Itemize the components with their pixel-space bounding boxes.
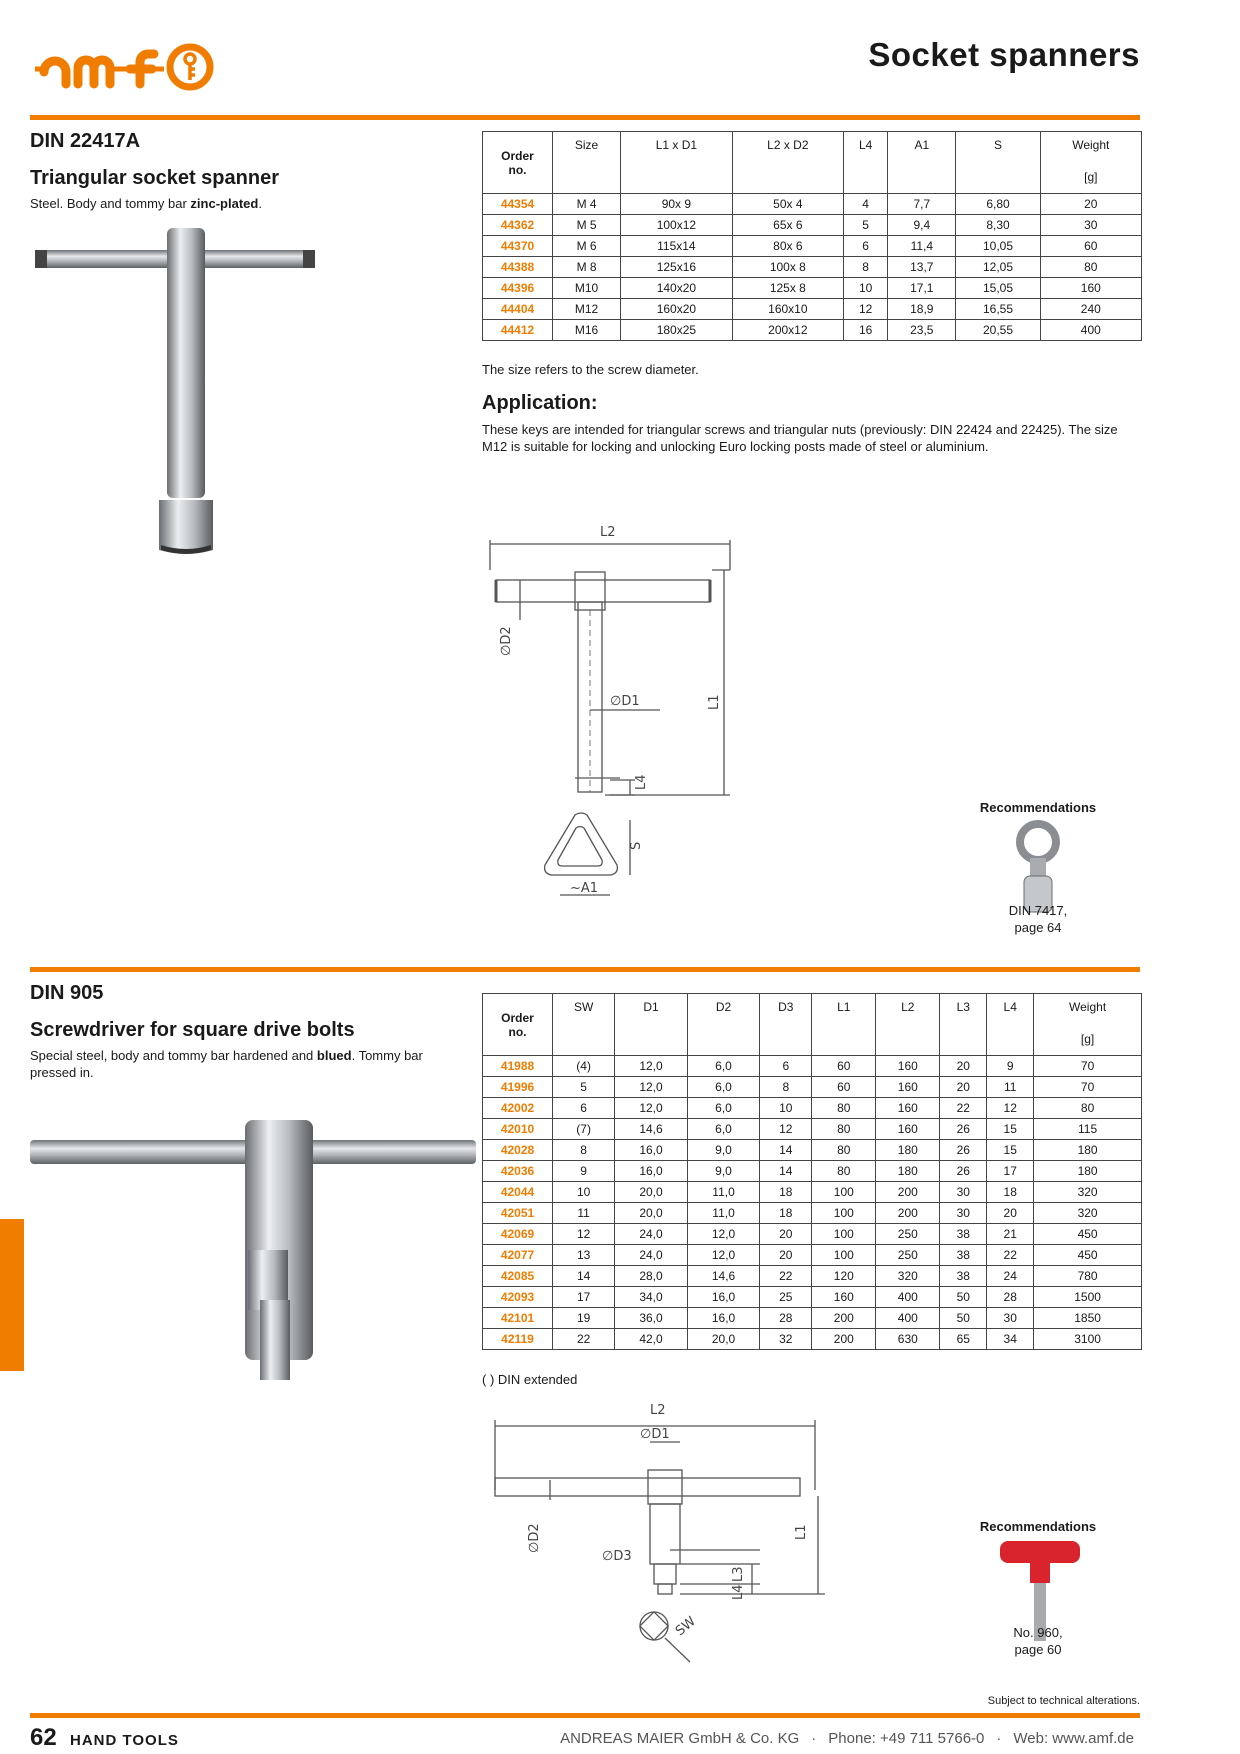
table-row [483,194,1142,215]
dim-label-l1: L1 [707,694,722,710]
table-cell: 1500 [1034,1287,1142,1308]
table-cell: 9,4 [888,215,956,236]
table-cell: 9 [553,1161,615,1182]
table-cell: 14 [760,1161,812,1182]
section2-description: Special steel, body and tommy bar hardened and blued. Tommy bar pressed in. [30,1048,423,1080]
table-cell: 450 [1034,1245,1142,1266]
table-cell: 60 [812,1056,876,1077]
page-title: Socket spanners [868,36,1140,73]
table-cell: 18 [760,1203,812,1224]
table-row [483,1077,1142,1098]
dim-label-d2: ∅D2 [499,626,514,656]
table-header-row [483,132,1142,194]
page-number: 62 [30,1724,57,1751]
dim-label-l4: L4 [634,774,649,790]
dim-label-s: S [629,841,644,850]
table-cell: 90x 9 [621,194,732,215]
table-cell: M 6 [553,236,621,257]
table-cell: M 8 [553,257,621,278]
table-cell: 80 [1034,1098,1142,1119]
table-row [483,320,1142,341]
table-cell: 450 [1034,1224,1142,1245]
table-cell: 80 [812,1161,876,1182]
table-cell: (4) [553,1056,615,1077]
table-cell: 12,0 [687,1245,760,1266]
triangular-spanner-drawing [480,520,760,950]
table-cell: 180 [876,1140,940,1161]
table-cell: 10 [844,278,888,299]
dim-label-sw: SW [672,1614,699,1640]
table-row [483,1140,1142,1161]
table-cell: 26 [940,1140,987,1161]
recommendations-heading-2: Recommendations [979,1519,1097,1534]
table-cell: 65 [940,1329,987,1350]
dim-label-l1: L1 [794,1524,809,1540]
table-cell: 30 [1040,215,1141,236]
dim-label-l2: L2 [650,1403,666,1418]
table-cell: 8 [553,1140,615,1161]
table-cell: 200 [876,1182,940,1203]
table-row [483,278,1142,299]
table-cell: 65x 6 [732,215,843,236]
column-header-l3: L3 [940,994,987,1056]
table-cell: 10,05 [956,236,1040,257]
table-cell: 100x12 [621,215,732,236]
column-header-l2xd2: L2 x D2 [732,132,843,194]
table-cell: 20 [940,1056,987,1077]
table-cell: 400 [876,1308,940,1329]
table-cell: 180 [1034,1140,1142,1161]
recommendations-heading-1: Recommendations [979,800,1097,815]
amf-logo [30,42,220,92]
order-number-link[interactable]: 44412 [483,320,553,341]
column-header-size: Size [553,132,621,194]
order-number-link[interactable]: 44388 [483,257,553,278]
top-rule [30,115,1140,120]
column-header-a1: A1 [888,132,956,194]
table-cell: 30 [987,1308,1034,1329]
table-cell: 70 [1034,1056,1142,1077]
table-cell: 125x 8 [732,278,843,299]
column-header-s: S [956,132,1040,194]
table-cell: 100 [812,1182,876,1203]
table-cell: 30 [940,1203,987,1224]
table-row [483,1161,1142,1182]
table-cell: 36,0 [615,1308,688,1329]
table-cell: 20,0 [615,1203,688,1224]
order-number-link[interactable]: 42044 [483,1182,553,1203]
triangular-spanner-photo [35,220,315,550]
table-cell: 8,30 [956,215,1040,236]
table-cell: 12,0 [615,1056,688,1077]
table-cell: 50 [940,1287,987,1308]
table-cell: 240 [1040,299,1141,320]
column-header-d2: D2 [687,994,760,1056]
table-cell: 11,4 [888,236,956,257]
table-cell: 115 [1034,1119,1142,1140]
table-cell: 160 [876,1056,940,1077]
table-cell: 9 [987,1056,1034,1077]
table-cell: 13,7 [888,257,956,278]
table-cell: 60 [812,1077,876,1098]
column-header-d1: D1 [615,994,688,1056]
table-row [483,1056,1142,1077]
column-header-l1: L1 [812,994,876,1056]
table-cell: 21 [987,1224,1034,1245]
table-cell: 22 [760,1266,812,1287]
table-cell: 160 [812,1287,876,1308]
table-cell: 80 [812,1140,876,1161]
table-cell: 14,6 [615,1119,688,1140]
table-cell: 80 [1040,257,1141,278]
column-header-l4: L4 [987,994,1034,1056]
table-cell: 11,0 [687,1182,760,1203]
table-row [483,1098,1142,1119]
dim-label-l2: L2 [600,525,616,540]
bottom-rule [30,1713,1140,1718]
recommendation-caption-1: DIN 7417, page 64 [1008,903,1068,935]
table-cell: 630 [876,1329,940,1350]
table-header-row [483,994,1142,1056]
dim-label-d1: ∅D1 [610,694,640,709]
table-cell: 18 [987,1182,1034,1203]
table-cell: 250 [876,1245,940,1266]
table-cell: 160 [1040,278,1141,299]
table-cell: 100x 8 [732,257,843,278]
column-header-order: Order no. [483,132,553,194]
table-cell: 38 [940,1266,987,1287]
table-row [483,1182,1142,1203]
table-cell: 80x 6 [732,236,843,257]
order-number-link[interactable]: 42028 [483,1140,553,1161]
table-row [483,257,1142,278]
table-cell: 24 [987,1266,1034,1287]
order-number-link[interactable]: 44362 [483,215,553,236]
table-cell: 11,0 [687,1203,760,1224]
table-cell: 6 [844,236,888,257]
table-cell: 12,0 [615,1098,688,1119]
table-cell: 160x10 [732,299,843,320]
table-row [483,1329,1142,1350]
table-cell: 80 [812,1098,876,1119]
order-number-link[interactable]: 42002 [483,1098,553,1119]
table-cell: 24,0 [615,1224,688,1245]
table-cell: 16,55 [956,299,1040,320]
table-cell: 14 [760,1140,812,1161]
table-cell: 28 [987,1287,1034,1308]
table-cell: 12 [987,1098,1034,1119]
table-cell: 20 [1040,194,1141,215]
table-row [483,299,1142,320]
table-cell: (7) [553,1119,615,1140]
table-cell: 12 [553,1224,615,1245]
order-number-link[interactable]: 41988 [483,1056,553,1077]
table-row [483,1224,1142,1245]
table-cell: 30 [940,1182,987,1203]
table-cell: 12 [844,299,888,320]
table-cell: 32 [760,1329,812,1350]
application-heading: Application: [482,392,598,414]
table-cell: 20,0 [687,1329,760,1350]
table-cell: 16,0 [615,1161,688,1182]
chapter-tab [0,1219,24,1371]
table-cell: M10 [553,278,621,299]
table-cell: 18 [760,1182,812,1203]
application-text: These keys are intended for triangular screws and triangular nuts (previously: DIN 22424 and 22425). The size M12 is suitable for locking and unlocking Euro locking posts made of steel or aluminium. [482,422,1118,454]
table-cell: 20 [940,1077,987,1098]
table-cell: 18,9 [888,299,956,320]
table-cell: 15 [987,1140,1034,1161]
table-cell: 10 [760,1098,812,1119]
table-cell: 70 [1034,1077,1142,1098]
table-cell: 11 [553,1203,615,1224]
table-cell: 6 [760,1056,812,1077]
table-cell: 12,05 [956,257,1040,278]
table-cell: 22 [987,1245,1034,1266]
table-cell: 5 [844,215,888,236]
table-cell: 180x25 [621,320,732,341]
table-cell: 3100 [1034,1329,1142,1350]
column-header-weight: Weight [g] [1034,994,1142,1056]
table-din905 [482,993,1142,1350]
table-cell: 160x20 [621,299,732,320]
disclaimer: Subject to technical alterations. [987,1695,1140,1707]
section-name: HAND TOOLS [70,1732,179,1749]
table-cell: M 5 [553,215,621,236]
table-cell: 20 [987,1203,1034,1224]
table-cell: 400 [876,1287,940,1308]
order-number-link[interactable]: 42085 [483,1266,553,1287]
table-cell: 17,1 [888,278,956,299]
dim-label-a1: ~A1 [570,881,599,896]
table-cell: 28,0 [615,1266,688,1287]
table-cell: 100 [812,1224,876,1245]
section1-description: Steel. Body and tommy bar zinc-plated. [30,196,262,211]
table-cell: 20,0 [615,1182,688,1203]
table-row [483,1203,1142,1224]
column-header-l4: L4 [844,132,888,194]
section2-title: Screwdriver for square drive bolts [30,1019,355,1041]
square-drive-screwdriver-photo [30,1100,476,1390]
order-number-link[interactable]: 41996 [483,1077,553,1098]
table-cell: 12,0 [615,1077,688,1098]
table-cell: 6,80 [956,194,1040,215]
column-header-sw: SW [553,994,615,1056]
table-cell: 4 [844,194,888,215]
table-cell: 160 [876,1098,940,1119]
table-cell: 20 [760,1245,812,1266]
table-cell: 16,0 [687,1287,760,1308]
table-cell: 200 [876,1203,940,1224]
order-number-link[interactable]: 42036 [483,1161,553,1182]
table-cell: 400 [1040,320,1141,341]
table-row [483,1119,1142,1140]
table-cell: 780 [1034,1266,1142,1287]
table-cell: 320 [876,1266,940,1287]
dim-label-l3: L3 [731,1566,746,1582]
table-cell: 5 [553,1077,615,1098]
table-cell: 8 [844,257,888,278]
table-row [483,1245,1142,1266]
table-cell: 200 [812,1308,876,1329]
table-cell: 16,0 [687,1308,760,1329]
table-cell: 26 [940,1119,987,1140]
table-cell: 100 [812,1245,876,1266]
table-cell: 28 [760,1308,812,1329]
table-cell: M12 [553,299,621,320]
table-cell: 9,0 [687,1140,760,1161]
order-number-link[interactable]: 42077 [483,1245,553,1266]
dim-label-d1: ∅D1 [640,1427,670,1442]
table-cell: 10 [553,1182,615,1203]
table-cell: M16 [553,320,621,341]
table-cell: 6 [553,1098,615,1119]
table-cell: 34 [987,1329,1034,1350]
table-row [483,1308,1142,1329]
table-cell: 50x 4 [732,194,843,215]
table-cell: M 4 [553,194,621,215]
table-cell: 160 [876,1119,940,1140]
table-row [483,236,1142,257]
table-cell: 16,0 [615,1140,688,1161]
table-row [483,1266,1142,1287]
section2-din: DIN 905 [30,982,104,1004]
column-header-l2: L2 [876,994,940,1056]
table-cell: 125x16 [621,257,732,278]
table-cell: 320 [1034,1182,1142,1203]
table-cell: 250 [876,1224,940,1245]
table-cell: 22 [940,1098,987,1119]
dim-label-d3: ∅D3 [602,1549,632,1564]
table-cell: 200x12 [732,320,843,341]
order-number-link[interactable]: 44404 [483,299,553,320]
table-cell: 14,6 [687,1266,760,1287]
table-cell: 15,05 [956,278,1040,299]
section1-din: DIN 22417A [30,130,141,152]
table-cell: 20 [760,1224,812,1245]
order-number-link[interactable]: 42010 [483,1119,553,1140]
table-din22417a [482,131,1142,341]
dim-label-l4: L4 [731,1584,746,1600]
recommendation-caption-2: No. 960, page 60 [1013,1625,1063,1657]
table-cell: 25 [760,1287,812,1308]
table-cell: 115x14 [621,236,732,257]
table-cell: 17 [553,1287,615,1308]
table-cell: 320 [1034,1203,1142,1224]
column-header-l1xd1: L1 x D1 [621,132,732,194]
order-number-link[interactable]: 44396 [483,278,553,299]
square-drive-screwdriver-drawing [480,1400,850,1690]
table-cell: 15 [987,1119,1034,1140]
table-cell: 34,0 [615,1287,688,1308]
order-number-link[interactable]: 42051 [483,1203,553,1224]
table-cell: 6,0 [687,1098,760,1119]
column-header-d3: D3 [760,994,812,1056]
table-cell: 100 [812,1203,876,1224]
table-cell: 17 [987,1161,1034,1182]
table-cell: 38 [940,1224,987,1245]
table-row [483,215,1142,236]
table-cell: 120 [812,1266,876,1287]
table-cell: 60 [1040,236,1141,257]
order-number-link[interactable]: 42069 [483,1224,553,1245]
table-cell: 11 [987,1077,1034,1098]
table-cell: 42,0 [615,1329,688,1350]
order-number-link[interactable]: 42101 [483,1308,553,1329]
table-cell: 26 [940,1161,987,1182]
table-row [483,1287,1142,1308]
table-cell: 22 [553,1329,615,1350]
table-cell: 6,0 [687,1056,760,1077]
table-cell: 7,7 [888,194,956,215]
table-cell: 160 [876,1077,940,1098]
table-cell: 6,0 [687,1119,760,1140]
table-cell: 80 [812,1119,876,1140]
order-number-link[interactable]: 42093 [483,1287,553,1308]
table-cell: 24,0 [615,1245,688,1266]
order-number-link[interactable]: 42119 [483,1329,553,1350]
dim-label-d2: ∅D2 [527,1523,542,1553]
table-cell: 180 [1034,1161,1142,1182]
table-cell: 38 [940,1245,987,1266]
table-cell: 8 [760,1077,812,1098]
order-number-link[interactable]: 44354 [483,194,553,215]
table-cell: 200 [812,1329,876,1350]
table-cell: 20,55 [956,320,1040,341]
table-cell: 13 [553,1245,615,1266]
column-header-order: Order no. [483,994,553,1056]
table-cell: 16 [844,320,888,341]
table-cell: 1850 [1034,1308,1142,1329]
section-rule [30,967,1140,972]
table-cell: 9,0 [687,1161,760,1182]
table-cell: 19 [553,1308,615,1329]
table-cell: 50 [940,1308,987,1329]
table-cell: 180 [876,1161,940,1182]
table-cell: 12 [760,1119,812,1140]
table-cell: 12,0 [687,1224,760,1245]
table-cell: 6,0 [687,1077,760,1098]
column-header-weight: Weight [g] [1040,132,1141,194]
din-extended-note: ( ) DIN extended [482,1372,578,1387]
table-cell: 14 [553,1266,615,1287]
section1-title: Triangular socket spanner [30,167,279,189]
footer-contact: ANDREAS MAIER GmbH & Co. KG · Phone: +49 711 5766-0 · Web: www.amf.de [560,1730,1134,1747]
table-cell: 140x20 [621,278,732,299]
size-note: The size refers to the screw diameter. [482,362,699,377]
table-cell: 23,5 [888,320,956,341]
order-number-link[interactable]: 44370 [483,236,553,257]
